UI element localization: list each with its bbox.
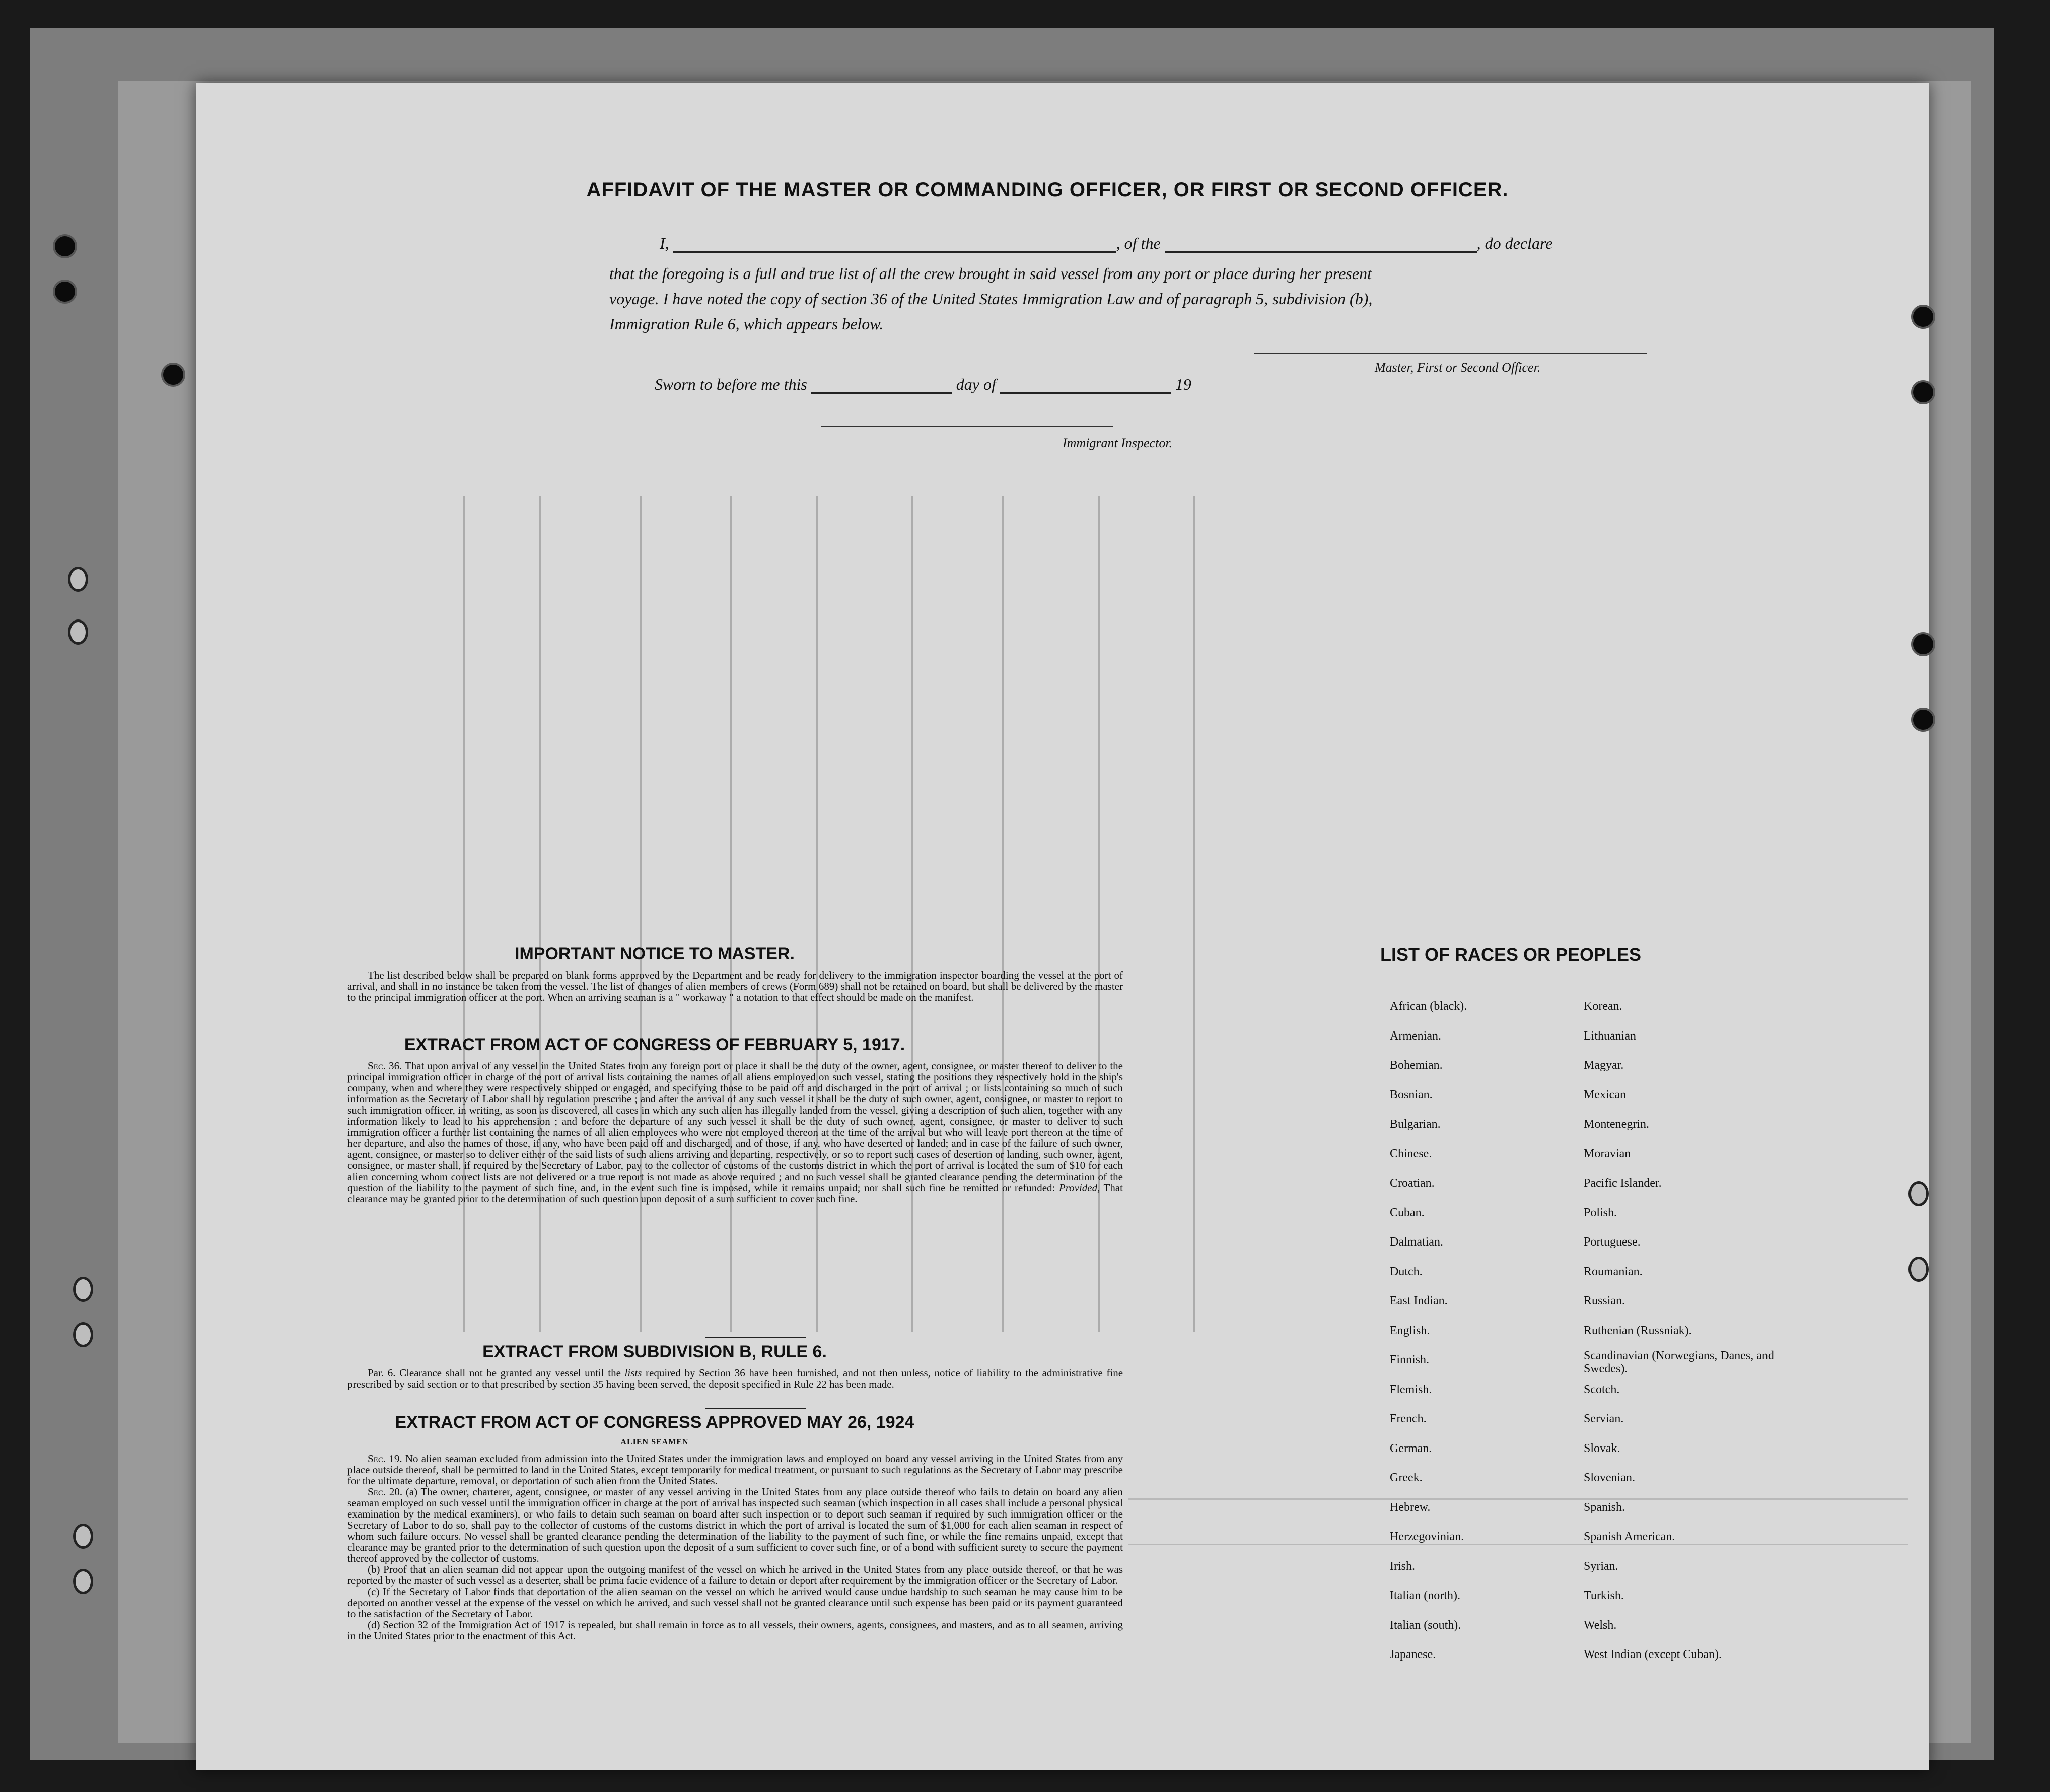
master-signature-line[interactable] [1254,353,1647,354]
race-item: German. [1390,1441,1432,1455]
do-declare-text: , do declare [1476,234,1553,252]
inspector-signature-line[interactable] [821,426,1113,427]
binder-hole [73,1322,93,1347]
section-19-text: No alien seaman excluded from admission into the United States under the immigration laws and employed on board any vessel arriving in the United States from any place outside thereof, shall be permitted to land in the United States, except temporarily for medical treatment, or pursuant to such regulations as the Secretary of Labor may prescribe for the ultimate departure, removal, or deportation of such alien from the United States. [347,1453,1123,1487]
inspector-signature-label: Immigrant Inspector. [1063,436,1173,450]
race-item: Lithuanian [1584,1029,1636,1043]
declarant-name-field[interactable] [673,251,1116,253]
notice-title: IMPORTANT NOTICE TO MASTER. [515,944,795,963]
binder-hole [53,234,77,258]
race-item: French. [1390,1412,1427,1425]
race-item: Welsh. [1584,1618,1617,1632]
race-item: Slovenian. [1584,1471,1635,1484]
affidavit-title: AFFIDAVIT OF THE MASTER OR COMMANDING OFFICER, OR FIRST OR SECOND OFFICER. [586,179,1509,201]
extract-1924-subtitle: ALIEN SEAMEN [620,1438,689,1446]
binder-hole [73,1569,93,1594]
race-item: Bulgarian. [1390,1118,1441,1131]
section-20c-text: (c) If the Secretary of Labor finds that deportation of the alien seaman on the vessel on which he arrived would cause undue hardship to such seaman he may cause him to be deported on another vessel at the expense of the vessel on which he arrived, and such vessel shall not be granted clearance until such expense has been paid or its payment guaranteed to the satisfaction of the Secretary of Labor. [347,1586,1123,1620]
binder-hole [53,280,77,304]
section-19-label: Sec. 19. [368,1453,402,1465]
race-item: Finnish. [1390,1353,1430,1366]
extract-1924-body [347,1453,1123,1641]
day-of-text: day of [956,375,996,393]
race-item: Polish. [1584,1206,1617,1219]
proviso-label: Provided, [1058,1182,1100,1194]
rule6-body [347,1367,1123,1390]
race-item: Russian. [1584,1294,1625,1307]
race-item: Pacific Islander. [1584,1177,1662,1190]
section-divider [705,1337,806,1338]
race-item: West Indian (except Cuban). [1584,1648,1722,1661]
race-item: Slovak. [1584,1441,1620,1455]
section-20a-text: (a) The owner, charterer, agent, consignee, or master of any vessel arriving in the United States from any place outside thereof who fails to detain on board any alien seaman employed on such vessel until the immigration officer in charge at the port of arrival has inspected such seaman (which inspection in all cases shall include a personal physical examination by the medical examiners), or who fails to detain such seaman on board after such inspection or to deport such seaman if required by such immigration officer or the Secretary of Labor to do so, shall pay to the collector of customs of the customs district in which the port of arrival is located the sum of $1,000 for each alien seaman in respect of whom such failure occurs. No vessel shall be granted clearance pending the determination of the liability to the payment of such fine, or while the fine remains unpaid, except that clearance may be granted prior to the determination of such question upon the deposit of a sum sufficient to cover such fine, or of a bond with sufficient surety to secure the payment thereof approved by the collector of customs. [347,1486,1123,1564]
extract-1924-title: EXTRACT FROM ACT OF CONGRESS APPROVED MAY 26, 1924 [395,1413,914,1432]
section-36-text: That upon arrival of any vessel in the United States from any foreign port or place it shall be the duty of the owner, agent, consignee, or master thereof to deliver to the principal immigration officer in charge of the port of arrival lists containing the names of all aliens employed on such vessel, stating the positions they respectively hold in the ship's company, when and where they were respectively shipped or engaged, and specifying those to be paid off and discharged in the port of arrival ; or lists containing so much of such information as the Secretary of Labor shall by regulation prescribe ; and after the arrival of any such vessel it shall be the duty of such owner, agent, consignee, or master to report to such immigration officer, in writing, as soon as discovered, all cases in which any such alien has illegally landed from the vessel, giving a description of such alien, together with any information likely to lead to his apprehension ; and before the departure of any such vessel it shall be the duty of such owner, agent, consignee, or master to deliver to such immigration officer a further list containing the names of all alien employees who were not employed thereon at the time of the arrival but who will leave port thereon at the time of her departure, and also the names of those, if any, who have been paid off and discharged, and of those, if any, who have deserted or landed; and in case of the failure of such owner, agent, consignee, or master so to deliver either of the said lists of such aliens arriving and departing, respectively, or so to report such cases of desertion or landing, such owner, agent, consignee, or master shall, if required by the Secretary of Labor, pay to the collector of customs of the customs district in which the port of arrival is located the sum of $10 for each alien concerning whom correct lists are not delivered or a true report is not made as above required ; and no such vessel shall be granted clearance pending the determination of the question of the liability to the payment of such fine, and, in the event such fine is imposed, while it remains unpaid; nor shall such fine be remitted or refunded: [347,1060,1123,1194]
race-item: Roumanian. [1584,1265,1643,1278]
binder-hole [68,619,88,645]
race-item: African (black). [1390,1000,1467,1013]
race-item: Hebrew. [1390,1500,1431,1514]
affidavit-page [196,83,1929,1770]
binder-hole [73,1277,93,1302]
race-item: Japanese. [1390,1648,1436,1661]
race-item: Ruthenian (Russniak). [1584,1324,1692,1337]
race-item: Magyar. [1584,1059,1624,1072]
punch-hole [1911,708,1935,732]
race-item: Korean. [1584,1000,1622,1013]
races-title: LIST OF RACES OR PEOPLES [1380,944,1642,965]
declarant-prefix: I, [660,234,669,252]
punch-hole [1908,1257,1929,1282]
punch-hole [1911,380,1935,404]
race-item: Italian (north). [1390,1589,1460,1602]
race-item: Montenegrin. [1584,1118,1649,1131]
race-item: Dalmatian. [1390,1235,1443,1249]
proviso-text: That clearance may be granted prior to the determination of such question upon deposit of a sum sufficient to cover such fine. [347,1182,1123,1205]
section-20b-text: (b) Proof that an alien seaman did not appear upon the outgoing manifest of the vessel on which he arrived in the United States from any place outside thereof, or that he was reported by the master of such vessel as a deserter, shall be prima facie evidence of a failure to detain or deport after requirement by the immigration officer or the Secretary of Labor. [347,1563,1123,1587]
race-item: Dutch. [1390,1265,1423,1278]
affidavit-line-3: voyage. I have noted the copy of section 36 of the United States Immigration Law and of paragraph 5, subdivision (b), [609,290,1373,308]
binder-hole [73,1524,93,1549]
race-item: Spanish American. [1584,1530,1675,1543]
race-item: Servian. [1584,1412,1624,1425]
rule6-title: EXTRACT FROM SUBDIVISION B, RULE 6. [482,1342,827,1361]
affidavit-line-4: Immigration Rule 6, which appears below. [609,315,884,333]
race-item: Greek. [1390,1471,1423,1484]
punch-hole [1908,1181,1929,1206]
affidavit-line-2: that the foregoing is a full and true list of all the crew brought in said vessel from any port or place during her present [609,264,1372,283]
race-item: Scandinavian (Norwegians, Danes, and Swedes). [1584,1349,1774,1375]
race-item: Syrian. [1584,1559,1618,1573]
punch-hole [1911,305,1935,329]
race-item: Chinese. [1390,1147,1432,1160]
sworn-line [655,375,1191,394]
punch-hole [1911,632,1935,656]
notice-text: The list described below shall be prepared on blank forms approved by the Department and be ready for delivery to the immigration inspector boarding the vessel at the port of arrival, and shall in no instance be taken from the vessel. The list of changes of alien members of crews (Form 689) shall not be retained on board, but shall be delivered by the master to the principal immigration officer at the port. When an arriving seaman is a " workaway " a notation to that effect should be made on the manifest. [347,969,1123,1003]
race-item: Italian (south). [1390,1618,1461,1632]
race-item: Herzegovinian. [1390,1530,1464,1543]
notice-body [347,970,1123,1003]
race-item: Moravian [1584,1147,1631,1160]
race-item: Scotch. [1584,1383,1620,1396]
section-36-label: Sec. 36. [368,1060,402,1072]
race-item: Cuban. [1390,1206,1425,1219]
of-the-text: , of the [1116,234,1161,252]
race-item: Turkish. [1584,1589,1624,1602]
rule6-text-a: Clearance shall not be granted any vessel until the [399,1367,621,1379]
sworn-month-field[interactable] [1000,392,1171,394]
race-item: East Indian. [1390,1294,1448,1307]
binder-hole [68,567,88,592]
race-item: Mexican [1584,1088,1626,1101]
extract-1917-body [347,1060,1123,1204]
year-prefix: 19 [1175,375,1191,393]
section-divider [705,1408,806,1409]
extract-1917-title: EXTRACT FROM ACT OF CONGRESS OF FEBRUARY 5, 1917. [404,1035,905,1054]
sworn-day-field[interactable] [811,392,952,394]
binder-hole [161,363,185,387]
race-item: Bohemian. [1390,1059,1443,1072]
section-20-label: Sec. 20. [368,1486,403,1498]
race-item: English. [1390,1324,1430,1337]
race-item: Spanish. [1584,1500,1625,1514]
rule6-par-label: Par. 6. [368,1367,396,1379]
sworn-text: Sworn to before me this [655,375,807,393]
race-item: Armenian. [1390,1029,1441,1043]
rule6-lists-word: lists [624,1367,642,1379]
vessel-name-field[interactable] [1165,251,1477,253]
race-item: Portuguese. [1584,1235,1641,1249]
race-item: Flemish. [1390,1383,1432,1396]
race-item: Croatian. [1390,1177,1435,1190]
race-item: Irish. [1390,1559,1415,1573]
race-item: Bosnian. [1390,1088,1433,1101]
master-signature-label: Master, First or Second Officer. [1375,360,1541,375]
rule6-text-b: required by Section 36 have been furnished, and not then unless, notice of liability to the administrative fine prescribed by said section or to that prescribed by section 35 having been served, the deposit specified in Rule 22 has been made. [347,1367,1123,1390]
affidavit-declaration-line [660,234,1552,253]
section-20d-text: (d) Section 32 of the Immigration Act of 1917 is repealed, but shall remain in force as to all vessels, their owners, agents, consignees, and masters, and as to all seamen, arriving in the United States prior to the enactment of this Act. [347,1619,1123,1642]
